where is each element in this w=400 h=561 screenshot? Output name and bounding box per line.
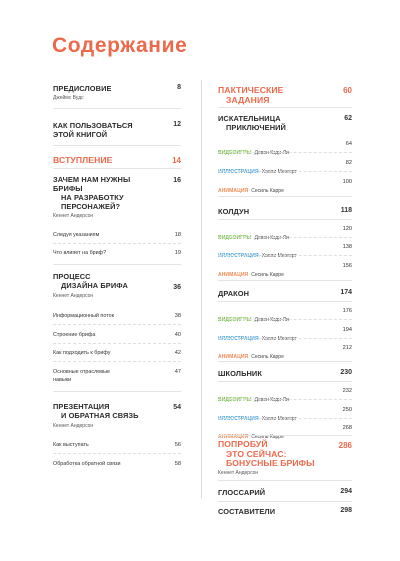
toc-row-illustration[interactable] (218, 407, 297, 425)
author: Сесиль Карре (251, 434, 284, 440)
author: Холли Менгерт (261, 336, 297, 342)
author: Холли Менгерт (261, 169, 297, 175)
games-tag: ВИДЕОИГРЫ (218, 235, 252, 241)
page-number: 194 (342, 327, 352, 333)
toc-entry-adventurer[interactable]: ИСКАТЕЛЬНИЦА ПРИКЛЮЧЕНИЙ (218, 114, 286, 132)
author: Девон Кзди-Ли (254, 235, 289, 241)
page-number: 120 (342, 226, 352, 232)
toc-row-illustration[interactable] (218, 160, 297, 178)
divider (218, 301, 352, 302)
toc-entry-intro[interactable]: ВСТУПЛЕНИЕ (53, 155, 113, 165)
page-number: 286 (338, 441, 352, 450)
toc-entry-schoolboy[interactable]: ШКОЛЬНИК (218, 369, 262, 378)
author: Кеннет Андерсон (218, 470, 259, 476)
column-divider (201, 80, 202, 498)
animation-tag: АНИМАЦИЯ (218, 434, 249, 440)
page-number: 38 (174, 313, 181, 319)
toc-entry-dragon[interactable]: ДРАКОН (218, 289, 250, 298)
toc-entry-authors[interactable]: СОСТАВИТЕЛИ (218, 507, 276, 516)
toc-subitem[interactable]: Как подходить к брифу (53, 350, 111, 356)
toc-subitem[interactable]: Основные отраслевые навыки (53, 369, 110, 383)
author: Джеймс Вудс (53, 95, 84, 101)
toc-subitem[interactable]: Следуя указаниям (53, 232, 100, 238)
toc-entry-howto[interactable]: КАК ПОЛЬЗОВАТЬСЯ ЭТОЙ КНИГОЙ (53, 121, 133, 139)
page-number: 118 (340, 207, 352, 214)
toc-row-animation[interactable] (218, 179, 284, 197)
divider (218, 338, 352, 339)
toc-entry-tasks[interactable]: ПАКТИЧЕСКИЕ ЗАДАНИЯ (218, 85, 284, 105)
toc-row-games[interactable] (218, 308, 289, 326)
author: Сесиль Карре (251, 272, 284, 278)
divider (53, 391, 181, 392)
toc-entry-why[interactable]: ЗАЧЕМ НАМ НУЖНЫ БРИФЫ НА РАЗРАБОТКУ ПЕРСОНАЖЕЙ? (53, 175, 131, 211)
divider (53, 343, 181, 344)
toc-row-games[interactable] (218, 226, 289, 244)
page-number: 294 (340, 488, 352, 495)
toc-entry-process[interactable]: ПРОЦЕСС ДИЗАЙНА БРИФА (53, 272, 128, 290)
page-number: 47 (174, 369, 181, 375)
divider (218, 196, 352, 197)
divider (218, 361, 352, 362)
divider (53, 264, 181, 265)
page-number: 156 (342, 263, 352, 269)
divider (53, 108, 181, 109)
page-number: 268 (342, 425, 352, 431)
toc-subitem[interactable]: Обработка обратной связи (53, 461, 121, 467)
divider (218, 280, 352, 281)
divider (53, 168, 181, 169)
divider (218, 418, 352, 419)
toc-row-illustration[interactable] (218, 244, 297, 262)
toc-subitem[interactable]: Строение брифа (53, 332, 96, 338)
toc-row-games[interactable] (218, 141, 289, 159)
divider (53, 243, 181, 244)
divider (218, 219, 352, 220)
toc-row-games[interactable] (218, 388, 289, 406)
page-number: 54 (173, 404, 181, 411)
page-number: 250 (342, 407, 352, 413)
page-number: 36 (173, 284, 181, 291)
page-number: 82 (345, 160, 352, 166)
toc-entry-bonus[interactable]: ПОПРОБУЙ ЭТО СЕЙЧАС: БОНУСНЫЕ БРИФЫ (218, 439, 315, 468)
toc-subitem[interactable]: Информационный поток (53, 313, 114, 319)
author: Девон Кзди-Ли (254, 150, 289, 156)
toc-entry-sorcerer[interactable]: КОЛДУН (218, 207, 250, 216)
animation-tag: АНИМАЦИЯ (218, 272, 249, 278)
page-number: 62 (344, 115, 352, 122)
page-number: 56 (174, 442, 181, 448)
toc-entry-preface[interactable]: ПРЕДИСЛОВИЕ (53, 84, 112, 93)
page-number: 232 (342, 388, 352, 394)
author: Холли Менгерт (261, 416, 297, 422)
author: Холли Менгерт (261, 253, 297, 259)
divider (218, 501, 352, 502)
games-tag: ВИДЕОИГРЫ (218, 317, 252, 323)
author: Девон Кзди-Ли (254, 317, 289, 323)
divider (218, 171, 352, 172)
author: Сесиль Карре (251, 188, 284, 194)
illustration-tag: ИЛЛЮСТРАЦИЯ (218, 416, 259, 422)
divider (218, 237, 352, 238)
page-number: 100 (342, 179, 352, 185)
author: Кеннет Андерсон (53, 213, 94, 219)
page-number: 12 (173, 121, 181, 128)
toc-row-animation[interactable] (218, 263, 284, 281)
author: Кеннет Андерсон (53, 423, 94, 429)
divider (218, 399, 352, 400)
divider (218, 152, 352, 153)
divider (53, 324, 181, 325)
toc-entry-presentation[interactable]: ПРЕЗЕНТАЦИЯ И ОБРАТНАЯ СВЯЗЬ (53, 402, 139, 420)
toc-entry-glossary[interactable]: ГЛОССАРИЙ (218, 488, 266, 497)
page-number: 40 (174, 332, 181, 338)
divider (218, 435, 352, 436)
page-number: 58 (174, 461, 181, 467)
page-number: 60 (343, 86, 352, 95)
illustration-tag: ИЛЛЮСТРАЦИЯ (218, 336, 259, 342)
divider (218, 107, 352, 108)
page-number: 8 (177, 84, 181, 91)
page-number: 14 (172, 156, 181, 165)
toc-subitem[interactable]: Что влияет на бриф? (53, 250, 107, 256)
author: Сесиль Карре (251, 354, 284, 360)
toc-subitem[interactable]: Как выступать (53, 442, 89, 448)
page-number: 138 (342, 244, 352, 250)
page-number: 19 (174, 250, 181, 256)
page-number: 176 (342, 308, 352, 314)
page-number: 212 (342, 345, 352, 351)
games-tag: ВИДЕОИГРЫ (218, 150, 252, 156)
page-number: 230 (340, 369, 352, 376)
toc-row-illustration[interactable] (218, 327, 297, 345)
illustration-tag: ИЛЛЮСТРАЦИЯ (218, 169, 259, 175)
divider (53, 453, 181, 454)
divider (53, 361, 181, 362)
divider (53, 145, 181, 146)
page-number: 16 (173, 177, 181, 184)
games-tag: ВИДЕОИГРЫ (218, 397, 252, 403)
page-number: 64 (345, 141, 352, 147)
divider (218, 381, 352, 382)
author: Девон Кзди-Ли (254, 397, 289, 403)
animation-tag: АНИМАЦИЯ (218, 188, 249, 194)
animation-tag: АНИМАЦИЯ (218, 354, 249, 360)
page-number: 18 (174, 232, 181, 238)
illustration-tag: ИЛЛЮСТРАЦИЯ (218, 253, 259, 259)
divider (218, 255, 352, 256)
divider (218, 319, 352, 320)
page-number: 42 (174, 350, 181, 356)
author: Кеннет Андерсон (53, 293, 94, 299)
page-title: Содержание (52, 34, 188, 57)
page-number: 174 (340, 289, 352, 296)
divider (218, 480, 352, 481)
page-number: 298 (340, 507, 352, 514)
